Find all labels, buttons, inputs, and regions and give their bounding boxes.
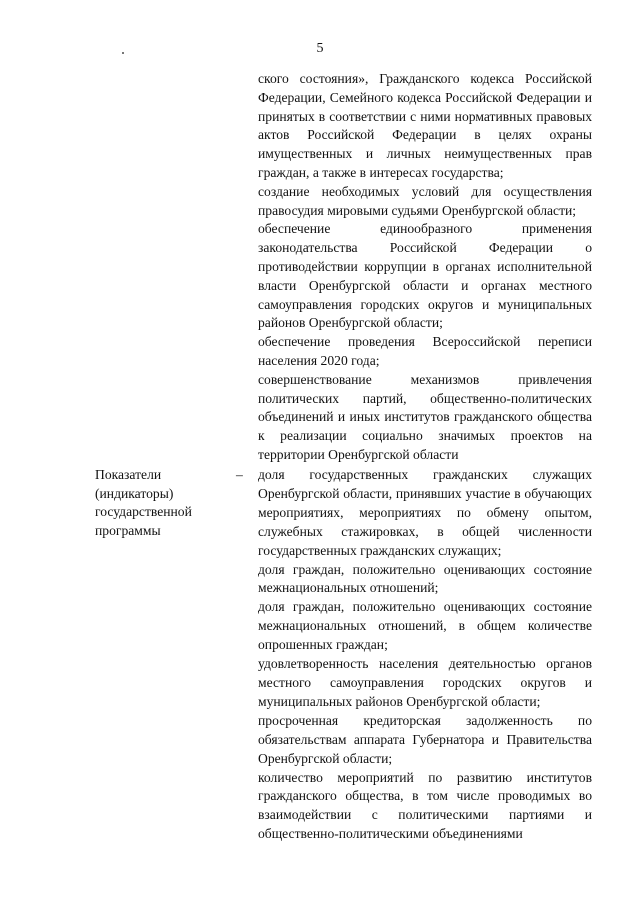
indicator-item: количество мероприятий по развитию институтов гражданского общества, в том числе проводимых во взаимодействии с политическими партиями и общественно-политическими объединениями <box>258 769 592 842</box>
indicators-list <box>258 466 592 844</box>
page-number: 5 <box>316 41 324 56</box>
goals-continued-block <box>258 70 592 465</box>
indicator-item: просроченная кредиторская задолженность по обязательствам аппарата Губернатора и Правительства Оренбургской области; <box>258 712 592 766</box>
goal-paragraph: ского состояния», Гражданского кодекса Российской Федерации, Семейного кодекса Российской Федерации и принятых в соответствии с ними нормативных правовых актов Российской Федерации в целях охраны имущественных и личных неимущественных прав граждан, а также в интересах государства; <box>258 71 592 180</box>
indicator-item: доля граждан, положительно оценивающих состояние межнациональных отношений, в общем количестве опрошенных граждан; <box>258 599 592 653</box>
goal-paragraph: создание необходимых условий для осуществления правосудия мировыми судьями Оренбургской области; <box>258 183 592 218</box>
label-dash: – <box>236 467 243 482</box>
indicators-label-line: государственной <box>95 504 192 520</box>
indicators-label-line: Показатели <box>95 467 162 482</box>
indicators-label-line: программы <box>95 522 161 538</box>
goal-paragraph: совершенствование механизмов привлечения политических партий, общественно-политических объединений и иных институтов гражданского общества к реализации социально значимых проектов на территории Оренбургской области <box>258 371 592 462</box>
indicators-label-line: (индикаторы) <box>95 485 174 501</box>
indicator-item: доля государственных гражданских служащих Оренбургской области, принявших участие в обучающих мероприятиях, мероприятиях по обмену опытом, служебных стажировках, в общей численности государственных гражданских служащих; <box>258 467 592 558</box>
goal-paragraph: обеспечение единообразного применения законодательства Российской Федерации о противодействии коррупции в органах исполнительной власти Оренбургской области и органах местного самоуправления городских округов и муниципальных районов Оренбургской области; <box>258 221 592 331</box>
indicators-label <box>95 466 225 540</box>
goal-paragraph: обеспечение проведения Всероссийской переписи населения 2020 года; <box>258 334 592 368</box>
indicator-item: доля граждан, положительно оценивающих состояние межнациональных отношений; <box>258 561 592 596</box>
indicator-item: удовлетворенность населения деятельностью органов местного самоуправления городских округов и муниципальных районов Оренбургской области; <box>258 656 592 709</box>
